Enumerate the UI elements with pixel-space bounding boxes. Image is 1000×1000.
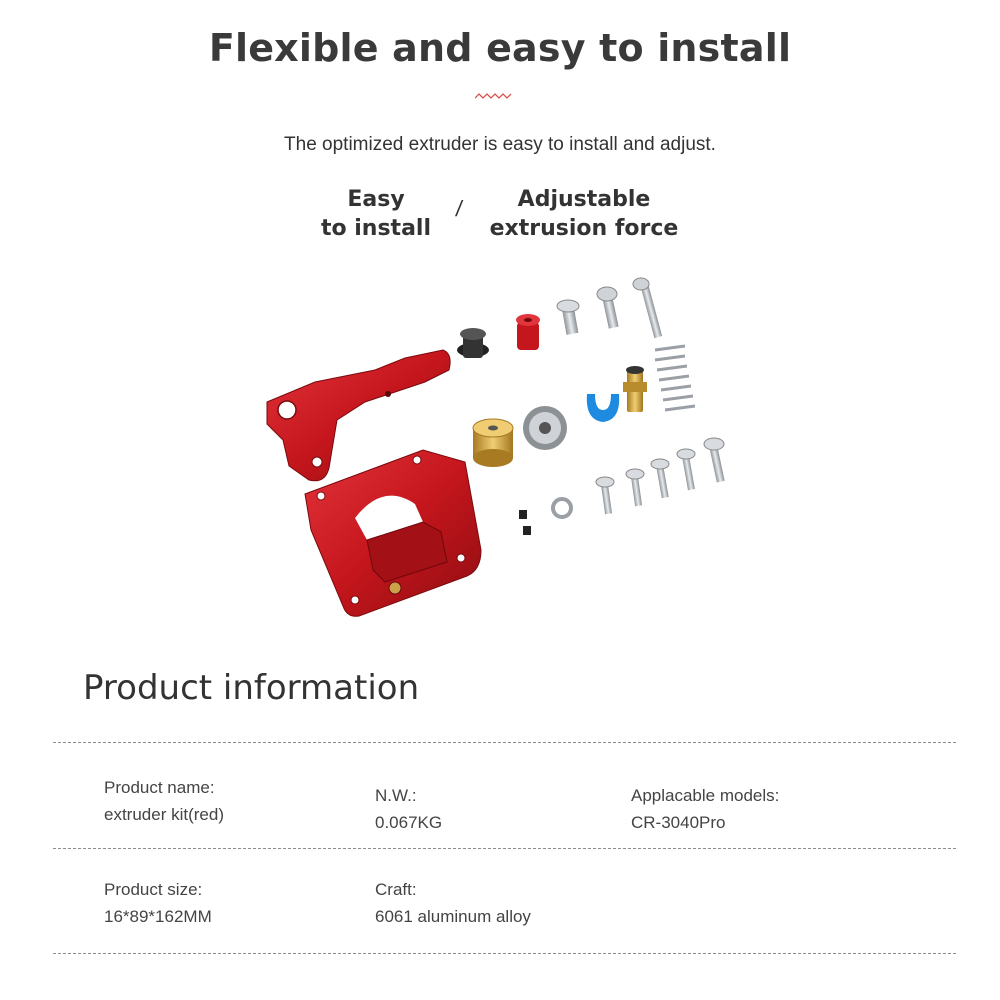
info-value: extruder kit(red) [104,805,224,824]
feature-easy-install [296,185,456,243]
subtitle: The optimized extruder is easy to install and adjust. [284,134,716,155]
info-product-size [104,876,212,930]
product-information-heading: Product information [83,668,420,708]
info-label: Applacable models: [631,786,780,805]
extruder-base-plate [305,450,481,616]
top-screws [557,278,662,338]
feature-easy-install-line1: Easy [347,187,405,212]
info-label: N.W.: [375,786,417,805]
info-value: 16*89*162MM [104,907,212,926]
extruder-kit-image [255,270,745,630]
bolts-row [596,438,725,514]
info-label: Craft: [375,880,417,899]
info-applicable-models [631,782,779,836]
info-label: Product size: [104,880,203,899]
brass-fitting [623,366,647,412]
black-coupler [457,328,489,358]
divider [53,742,956,743]
feature-separator: / [454,196,464,221]
info-value: 6061 aluminum alloy [375,907,531,926]
spring [655,346,695,410]
red-cap [516,314,540,350]
info-product-name [104,774,224,828]
divider [53,848,956,849]
brass-drive-gear [473,419,513,467]
feature-adjustable-force-line2: extrusion force [489,216,679,241]
feature-easy-install-line2: to install [320,216,432,241]
feature-adjustable-force [484,185,684,243]
info-value: CR-3040Pro [631,813,726,832]
info-value: 0.067KG [375,813,443,832]
info-net-weight [375,782,442,836]
info-label: Product name: [104,778,215,797]
title-underline-wave [475,91,513,101]
divider [53,953,956,954]
feature-adjustable-force-line1: Adjustable [517,187,651,212]
blue-clip [587,394,619,422]
bearing [523,406,567,450]
washer [553,499,571,517]
page-title: Flexible and easy to install [208,26,792,70]
info-craft [375,876,531,930]
grub-screws [519,510,531,535]
